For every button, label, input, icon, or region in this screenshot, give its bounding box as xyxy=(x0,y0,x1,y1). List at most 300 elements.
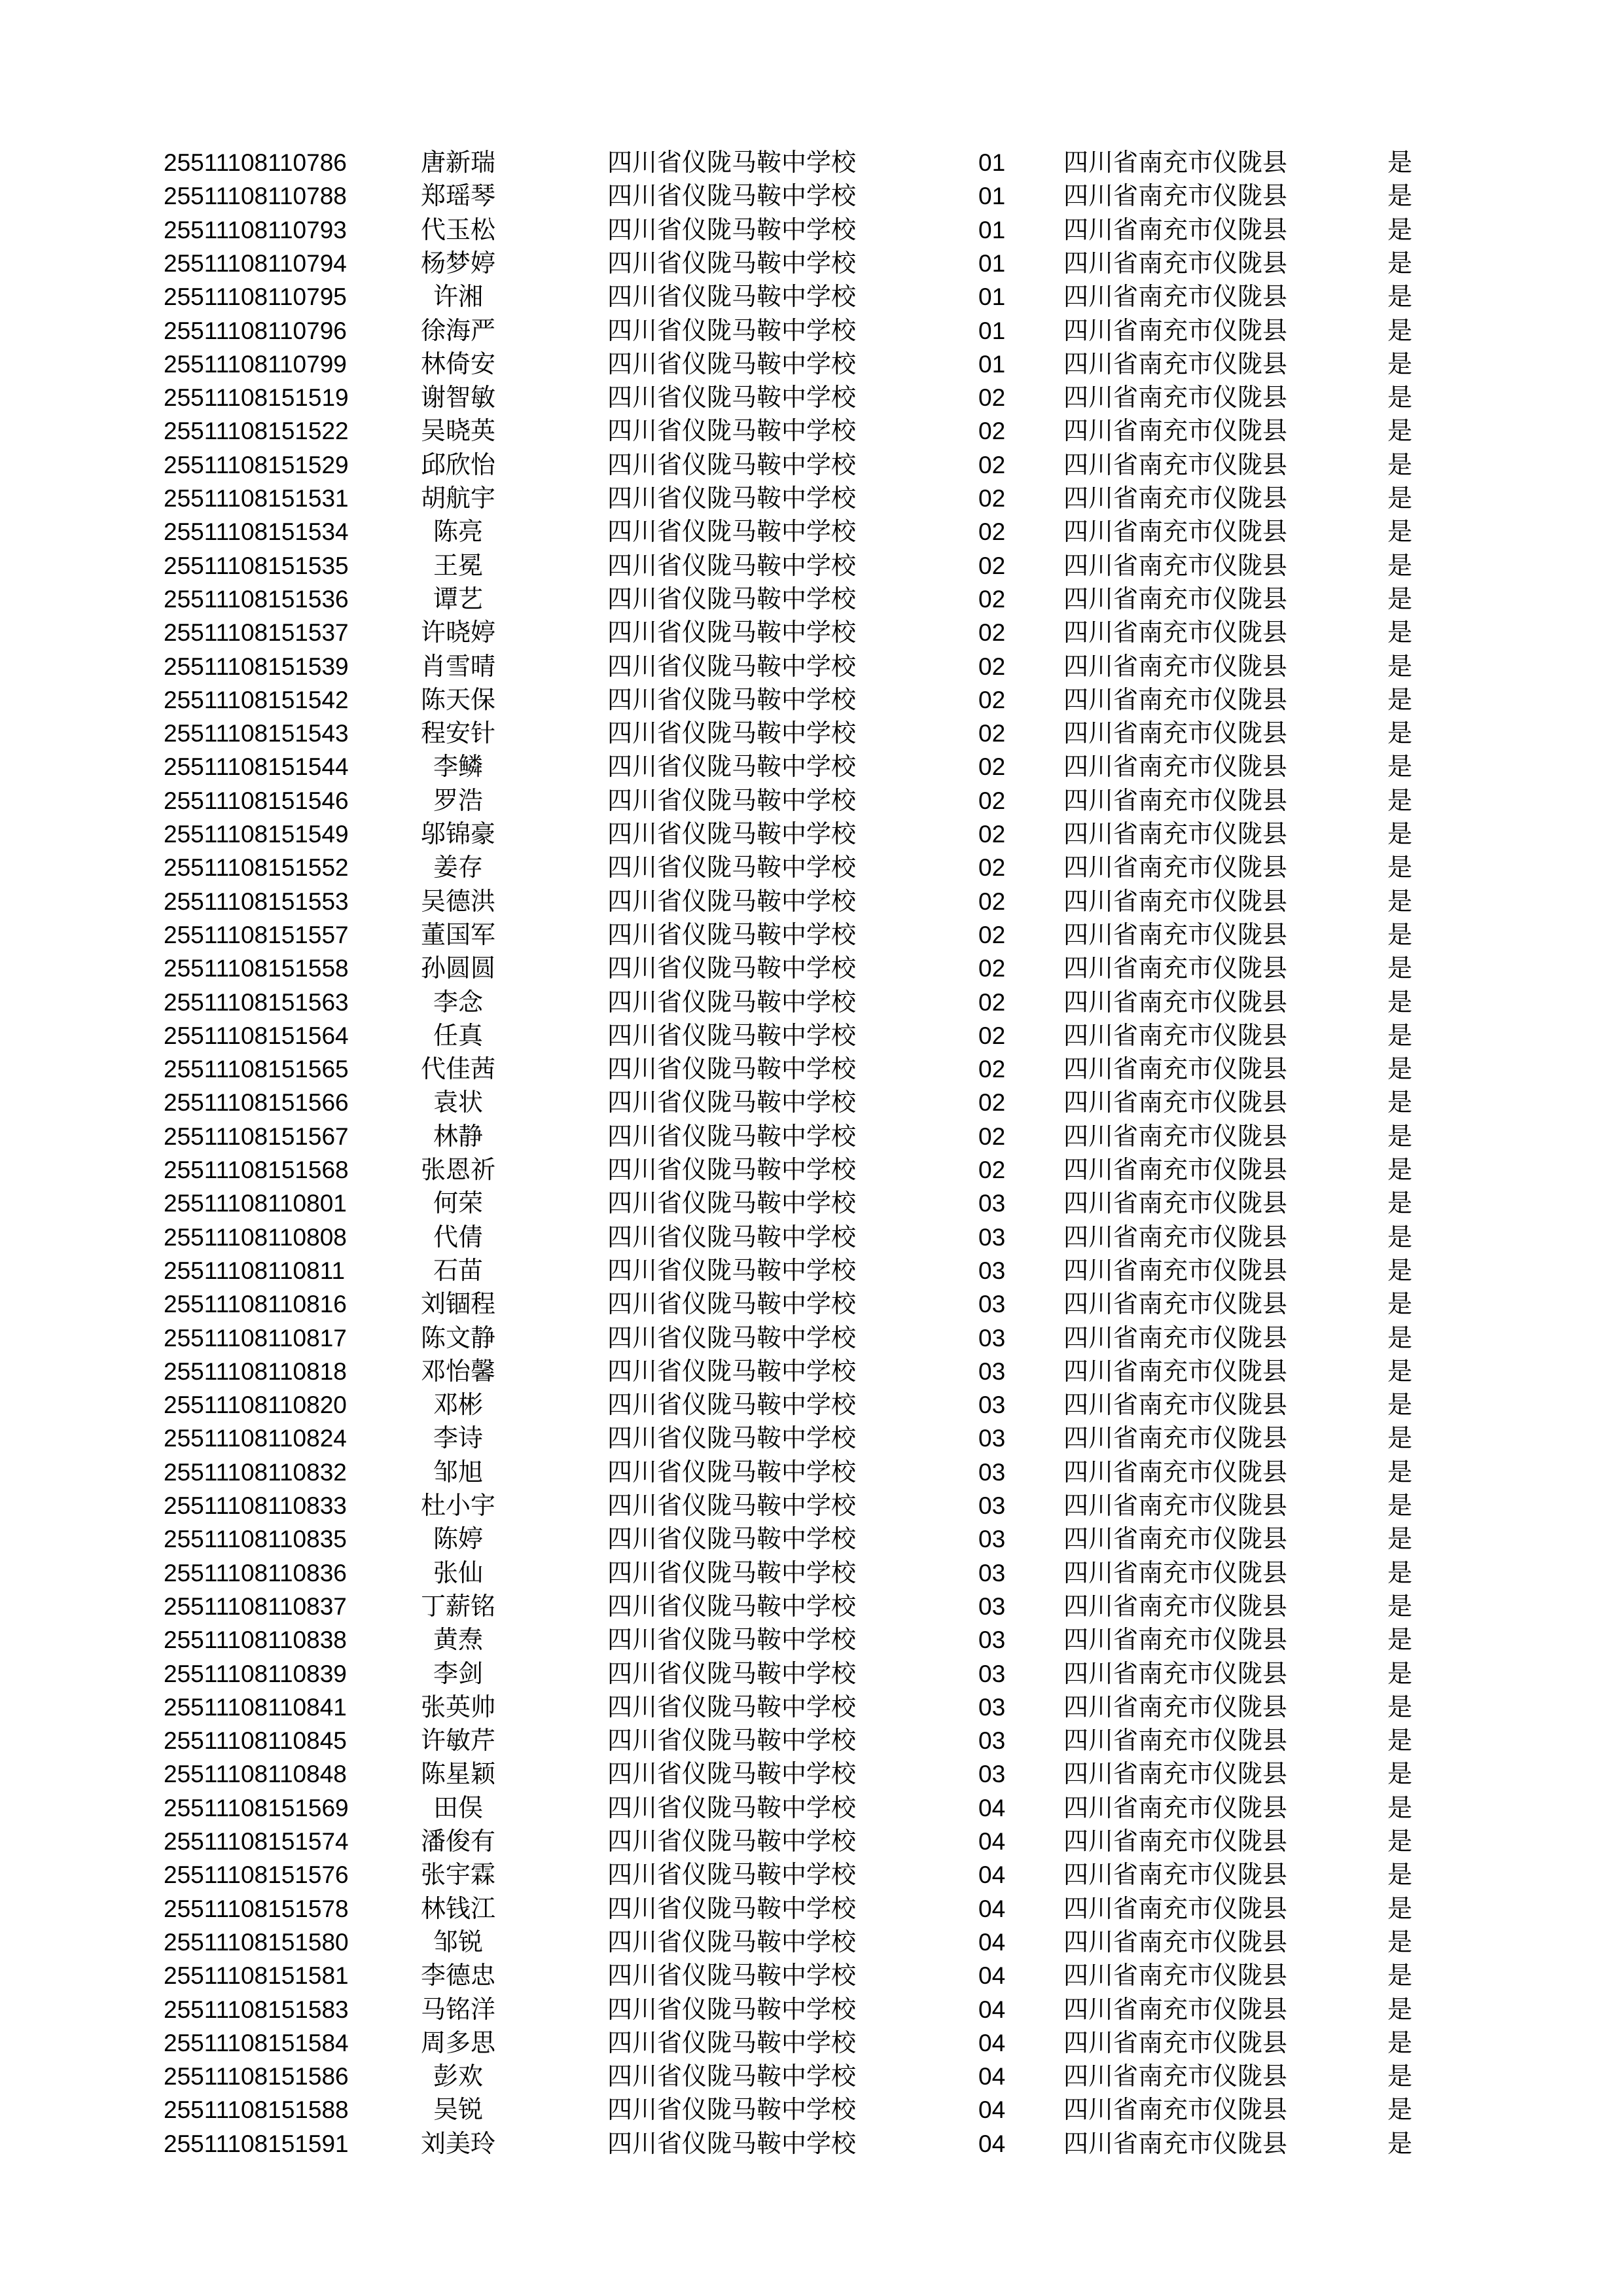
table-row xyxy=(0,1858,1623,1892)
location-cell: 四川省南充市仪陇县 xyxy=(1063,1054,1288,1084)
class-number-cell: 03 xyxy=(978,1761,1006,1788)
student-id-cell: 25511108151537 xyxy=(164,619,349,647)
table-row xyxy=(0,1355,1623,1388)
student-id-cell: 25511108110816 xyxy=(164,1291,347,1318)
status-flag-cell: 是 xyxy=(1387,1793,1413,1822)
status-flag-cell: 是 xyxy=(1387,954,1413,983)
table-row xyxy=(0,1757,1623,1791)
student-id-cell: 25511108110795 xyxy=(164,283,347,311)
school-name-cell: 四川省仪陇马鞍中学校 xyxy=(607,1088,857,1117)
student-id-cell: 25511108151529 xyxy=(164,451,349,478)
class-number-cell: 02 xyxy=(978,921,1006,948)
status-flag-cell: 是 xyxy=(1387,1189,1413,1218)
student-id-cell: 25511108151539 xyxy=(164,653,349,680)
student-name-cell: 许晓婷 xyxy=(420,618,495,647)
location-cell: 四川省南充市仪陇县 xyxy=(1063,315,1288,345)
school-name-cell: 四川省仪陇马鞍中学校 xyxy=(607,920,857,949)
school-name-cell: 四川省仪陇马鞍中学校 xyxy=(607,1692,857,1721)
table-row xyxy=(0,2026,1623,2060)
status-flag-cell: 是 xyxy=(1387,148,1413,177)
table-row xyxy=(0,1019,1623,1052)
location-cell: 四川省南充市仪陇县 xyxy=(1063,1524,1288,1554)
student-id-cell: 25511108110835 xyxy=(164,1526,347,1553)
school-name-cell: 四川省仪陇马鞍中学校 xyxy=(607,484,857,512)
status-flag-cell: 是 xyxy=(1387,383,1413,412)
school-name-cell: 四川省仪陇马鞍中学校 xyxy=(607,181,857,211)
school-name-cell: 四川省仪陇马鞍中学校 xyxy=(607,248,857,278)
class-number-cell: 03 xyxy=(978,1660,1006,1687)
location-cell: 四川省南充市仪陇县 xyxy=(1063,2128,1288,2158)
class-number-cell: 02 xyxy=(978,854,1006,882)
student-name-cell: 何荣 xyxy=(433,1189,483,1218)
table-row xyxy=(0,583,1623,616)
student-name-cell: 徐海严 xyxy=(420,315,495,345)
student-id-cell: 25511108110837 xyxy=(164,1592,347,1620)
student-name-cell: 陈天保 xyxy=(420,685,495,714)
class-number-cell: 02 xyxy=(978,619,1006,647)
student-id-cell: 25511108110817 xyxy=(164,1324,347,1352)
student-id-cell: 25511108151569 xyxy=(164,1794,349,1821)
school-name-cell: 四川省仪陇马鞍中学校 xyxy=(607,1759,857,1789)
class-number-cell: 03 xyxy=(978,1257,1006,1284)
status-flag-cell: 是 xyxy=(1387,282,1413,312)
status-flag-cell: 是 xyxy=(1387,450,1413,479)
class-number-cell: 02 xyxy=(978,485,1006,512)
student-name-cell: 田俣 xyxy=(433,1793,483,1822)
student-id-cell: 25511108151586 xyxy=(164,2063,349,2090)
location-cell: 四川省南充市仪陇县 xyxy=(1063,1893,1288,1923)
student-name-cell: 唐新瑞 xyxy=(420,148,495,177)
table-row xyxy=(0,2060,1623,2093)
student-name-cell: 李诗 xyxy=(433,1424,483,1453)
location-cell: 四川省南充市仪陇县 xyxy=(1063,1155,1288,1184)
school-name-cell: 四川省仪陇马鞍中学校 xyxy=(607,1524,857,1554)
student-name-cell: 邱欣怡 xyxy=(420,450,495,479)
class-number-cell: 03 xyxy=(978,1458,1006,1486)
student-id-cell: 25511108110799 xyxy=(164,350,347,378)
school-name-cell: 四川省仪陇马鞍中学校 xyxy=(607,2062,857,2091)
status-flag-cell: 是 xyxy=(1387,1323,1413,1352)
school-name-cell: 四川省仪陇马鞍中学校 xyxy=(607,752,857,781)
school-name-cell: 四川省仪陇马鞍中学校 xyxy=(607,1793,857,1822)
location-cell: 四川省南充市仪陇县 xyxy=(1063,1558,1288,1587)
student-name-cell: 陈文静 xyxy=(420,1323,495,1352)
table-row xyxy=(0,1590,1623,1623)
student-id-cell: 25511108110794 xyxy=(164,249,347,277)
student-id-cell: 25511108151542 xyxy=(164,686,349,713)
student-id-cell: 25511108151549 xyxy=(164,821,349,848)
school-name-cell: 四川省仪陇马鞍中学校 xyxy=(607,1457,857,1486)
table-row xyxy=(0,986,1623,1019)
table-row xyxy=(0,1321,1623,1355)
location-cell: 四川省南充市仪陇县 xyxy=(1063,1491,1288,1520)
table-row xyxy=(0,1522,1623,1556)
table-row xyxy=(0,1187,1623,1220)
status-flag-cell: 是 xyxy=(1387,349,1413,378)
class-number-cell: 02 xyxy=(978,988,1006,1016)
student-id-cell: 25511108110845 xyxy=(164,1727,347,1755)
class-number-cell: 04 xyxy=(978,1996,1006,2023)
table-row xyxy=(0,1254,1623,1287)
status-flag-cell: 是 xyxy=(1387,215,1413,244)
student-id-cell: 25511108151553 xyxy=(164,888,349,915)
school-name-cell: 四川省仪陇马鞍中学校 xyxy=(607,517,857,547)
student-id-cell: 25511108110801 xyxy=(164,1190,347,1217)
status-flag-cell: 是 xyxy=(1387,1524,1413,1554)
location-cell: 四川省南充市仪陇县 xyxy=(1063,484,1288,512)
student-name-cell: 邓怡馨 xyxy=(420,1356,495,1386)
class-number-cell: 01 xyxy=(978,350,1006,378)
school-name-cell: 四川省仪陇马鞍中学校 xyxy=(607,1591,857,1621)
student-name-cell: 李念 xyxy=(433,987,483,1016)
school-name-cell: 四川省仪陇马鞍中学校 xyxy=(607,1726,857,1755)
class-number-cell: 03 xyxy=(978,1223,1006,1251)
location-cell: 四川省南充市仪陇县 xyxy=(1063,920,1288,949)
table-row xyxy=(0,1791,1623,1825)
student-name-cell: 刘美玲 xyxy=(420,2128,495,2158)
table-row xyxy=(0,1489,1623,1522)
status-flag-cell: 是 xyxy=(1387,1390,1413,1420)
location-cell: 四川省南充市仪陇县 xyxy=(1063,1659,1288,1688)
table-row xyxy=(0,515,1623,548)
table-row xyxy=(0,952,1623,985)
status-flag-cell: 是 xyxy=(1387,1121,1413,1151)
location-cell: 四川省南充市仪陇县 xyxy=(1063,954,1288,983)
student-name-cell: 潘俊有 xyxy=(420,1827,495,1856)
location-cell: 四川省南充市仪陇县 xyxy=(1063,584,1288,613)
status-flag-cell: 是 xyxy=(1387,1961,1413,1990)
table-row xyxy=(0,1724,1623,1757)
student-id-cell: 25511108110833 xyxy=(164,1492,347,1519)
table-row xyxy=(0,750,1623,783)
table-row xyxy=(0,650,1623,683)
school-name-cell: 四川省仪陇马鞍中学校 xyxy=(607,2028,857,2057)
student-name-cell: 李鳞 xyxy=(433,752,483,781)
status-flag-cell: 是 xyxy=(1387,785,1413,815)
school-name-cell: 四川省仪陇马鞍中学校 xyxy=(607,2095,857,2125)
school-name-cell: 四川省仪陇马鞍中学校 xyxy=(607,954,857,983)
table-row xyxy=(0,717,1623,750)
student-id-cell: 25511108110811 xyxy=(164,1257,346,1284)
location-cell: 四川省南充市仪陇县 xyxy=(1063,1625,1288,1655)
student-id-cell: 25511108110786 xyxy=(164,149,347,176)
student-name-cell: 杜小宇 xyxy=(420,1491,495,1520)
student-id-cell: 25511108110848 xyxy=(164,1761,347,1788)
student-name-cell: 林倚安 xyxy=(420,349,495,378)
location-cell: 四川省南充市仪陇县 xyxy=(1063,853,1288,882)
location-cell: 四川省南充市仪陇县 xyxy=(1063,1088,1288,1117)
school-name-cell: 四川省仪陇马鞍中学校 xyxy=(607,1121,857,1151)
location-cell: 四川省南充市仪陇县 xyxy=(1063,1692,1288,1721)
student-name-cell: 石苗 xyxy=(433,1255,483,1285)
school-name-cell: 四川省仪陇马鞍中学校 xyxy=(607,853,857,882)
student-name-cell: 张恩祈 xyxy=(420,1155,495,1184)
student-name-cell: 丁薪铭 xyxy=(420,1591,495,1621)
table-row xyxy=(0,1086,1623,1119)
status-flag-cell: 是 xyxy=(1387,1659,1413,1688)
student-id-cell: 25511108151581 xyxy=(164,1962,349,1990)
class-number-cell: 02 xyxy=(978,1056,1006,1083)
school-name-cell: 四川省仪陇马鞍中学校 xyxy=(607,819,857,848)
student-name-cell: 代玉松 xyxy=(420,215,495,244)
school-name-cell: 四川省仪陇马鞍中学校 xyxy=(607,987,857,1016)
location-cell: 四川省南充市仪陇县 xyxy=(1063,651,1288,681)
location-cell: 四川省南充市仪陇县 xyxy=(1063,349,1288,378)
student-name-cell: 林静 xyxy=(433,1121,483,1151)
status-flag-cell: 是 xyxy=(1387,886,1413,916)
class-number-cell: 02 xyxy=(978,1157,1006,1183)
student-name-cell: 代佳茜 xyxy=(420,1054,495,1084)
table-row xyxy=(0,1825,1623,1858)
class-number-cell: 03 xyxy=(978,1357,1006,1385)
school-name-cell: 四川省仪陇马鞍中学校 xyxy=(607,315,857,345)
school-name-cell: 四川省仪陇马鞍中学校 xyxy=(607,416,857,446)
location-cell: 四川省南充市仪陇县 xyxy=(1063,416,1288,446)
status-flag-cell: 是 xyxy=(1387,618,1413,647)
location-cell: 四川省南充市仪陇县 xyxy=(1063,819,1288,848)
location-cell: 四川省南充市仪陇县 xyxy=(1063,1424,1288,1453)
student-name-cell: 胡航宇 xyxy=(420,484,495,512)
status-flag-cell: 是 xyxy=(1387,1491,1413,1520)
school-name-cell: 四川省仪陇马鞍中学校 xyxy=(607,450,857,479)
student-id-cell: 25511108110838 xyxy=(164,1626,347,1654)
school-name-cell: 四川省仪陇马鞍中学校 xyxy=(607,550,857,580)
student-name-cell: 林钱江 xyxy=(420,1893,495,1923)
class-number-cell: 02 xyxy=(978,1022,1006,1049)
school-name-cell: 四川省仪陇马鞍中学校 xyxy=(607,1927,857,1956)
student-id-cell: 25511108151568 xyxy=(164,1157,349,1183)
class-number-cell: 02 xyxy=(978,821,1006,848)
location-cell: 四川省南充市仪陇县 xyxy=(1063,1961,1288,1990)
class-number-cell: 04 xyxy=(978,1861,1006,1889)
student-name-cell: 马铭洋 xyxy=(420,1994,495,2024)
student-name-cell: 肖雪晴 xyxy=(420,651,495,681)
class-number-cell: 03 xyxy=(978,1391,1006,1419)
table-row xyxy=(0,1959,1623,1992)
student-id-cell: 25511108151534 xyxy=(164,518,349,546)
table-row xyxy=(0,247,1623,280)
status-flag-cell: 是 xyxy=(1387,1591,1413,1621)
table-row xyxy=(0,851,1623,884)
school-name-cell: 四川省仪陇马鞍中学校 xyxy=(607,1424,857,1453)
status-flag-cell: 是 xyxy=(1387,1759,1413,1789)
student-id-cell: 25511108110793 xyxy=(164,216,347,243)
school-name-cell: 四川省仪陇马鞍中学校 xyxy=(607,1390,857,1420)
student-name-cell: 杨梦婷 xyxy=(420,248,495,278)
location-cell: 四川省南充市仪陇县 xyxy=(1063,1827,1288,1856)
student-id-cell: 25511108110796 xyxy=(164,317,347,344)
school-name-cell: 四川省仪陇马鞍中学校 xyxy=(607,1994,857,2024)
class-number-cell: 01 xyxy=(978,216,1006,243)
location-cell: 四川省南充市仪陇县 xyxy=(1063,1994,1288,2024)
student-name-cell: 张英帅 xyxy=(420,1692,495,1721)
student-name-cell: 吴德洪 xyxy=(420,886,495,916)
location-cell: 四川省南充市仪陇县 xyxy=(1063,2095,1288,2125)
table-row xyxy=(0,1153,1623,1187)
student-id-cell: 25511108151536 xyxy=(164,585,349,613)
class-number-cell: 04 xyxy=(978,2063,1006,2090)
table-row xyxy=(0,1456,1623,1489)
location-cell: 四川省南充市仪陇县 xyxy=(1063,1793,1288,1822)
class-number-cell: 04 xyxy=(978,1895,1006,1922)
status-flag-cell: 是 xyxy=(1387,484,1413,512)
student-name-cell: 李德忠 xyxy=(420,1961,495,1990)
table-row xyxy=(0,817,1623,851)
table-row xyxy=(0,1892,1623,1926)
table-row xyxy=(0,683,1623,717)
student-id-cell: 25511108110841 xyxy=(164,1693,347,1721)
student-id-cell: 25511108151522 xyxy=(164,418,349,445)
location-cell: 四川省南充市仪陇县 xyxy=(1063,148,1288,177)
location-cell: 四川省南充市仪陇县 xyxy=(1063,1759,1288,1789)
status-flag-cell: 是 xyxy=(1387,1289,1413,1319)
school-name-cell: 四川省仪陇马鞍中学校 xyxy=(607,1625,857,1655)
class-number-cell: 02 xyxy=(978,686,1006,713)
student-id-cell: 25511108151591 xyxy=(164,2130,349,2157)
school-name-cell: 四川省仪陇马鞍中学校 xyxy=(607,2128,857,2158)
student-name-cell: 陈婷 xyxy=(433,1524,483,1554)
status-flag-cell: 是 xyxy=(1387,685,1413,714)
student-id-cell: 25511108151576 xyxy=(164,1861,349,1889)
class-number-cell: 02 xyxy=(978,552,1006,579)
location-cell: 四川省南充市仪陇县 xyxy=(1063,248,1288,278)
location-cell: 四川省南充市仪陇县 xyxy=(1063,1726,1288,1755)
student-name-cell: 吴锐 xyxy=(433,2095,483,2125)
table-row xyxy=(0,1691,1623,1724)
status-flag-cell: 是 xyxy=(1387,1625,1413,1655)
location-cell: 四川省南充市仪陇县 xyxy=(1063,2062,1288,2091)
table-row xyxy=(0,616,1623,649)
table-row xyxy=(0,1657,1623,1691)
table-row xyxy=(0,1388,1623,1422)
status-flag-cell: 是 xyxy=(1387,1692,1413,1721)
table-row xyxy=(0,348,1623,381)
status-flag-cell: 是 xyxy=(1387,1020,1413,1050)
table-row xyxy=(0,314,1623,348)
status-flag-cell: 是 xyxy=(1387,1827,1413,1856)
class-number-cell: 04 xyxy=(978,1794,1006,1821)
status-flag-cell: 是 xyxy=(1387,416,1413,446)
location-cell: 四川省南充市仪陇县 xyxy=(1063,1390,1288,1420)
student-id-cell: 25511108110818 xyxy=(164,1357,347,1385)
status-flag-cell: 是 xyxy=(1387,1088,1413,1117)
school-name-cell: 四川省仪陇马鞍中学校 xyxy=(607,1289,857,1319)
class-number-cell: 02 xyxy=(978,1122,1006,1150)
status-flag-cell: 是 xyxy=(1387,1222,1413,1251)
table-row xyxy=(0,549,1623,583)
location-cell: 四川省南充市仪陇县 xyxy=(1063,719,1288,748)
class-number-cell: 01 xyxy=(978,317,1006,344)
class-number-cell: 04 xyxy=(978,2029,1006,2056)
student-id-cell: 25511108151544 xyxy=(164,753,349,781)
class-number-cell: 03 xyxy=(978,1559,1006,1587)
table-row xyxy=(0,2127,1623,2161)
class-number-cell: 02 xyxy=(978,451,1006,478)
status-flag-cell: 是 xyxy=(1387,987,1413,1016)
location-cell: 四川省南充市仪陇县 xyxy=(1063,1591,1288,1621)
student-id-cell: 25511108110832 xyxy=(164,1458,347,1486)
school-name-cell: 四川省仪陇马鞍中学校 xyxy=(607,1893,857,1923)
status-flag-cell: 是 xyxy=(1387,719,1413,748)
status-flag-cell: 是 xyxy=(1387,1457,1413,1486)
class-number-cell: 03 xyxy=(978,1526,1006,1553)
school-name-cell: 四川省仪陇马鞍中学校 xyxy=(607,886,857,916)
status-flag-cell: 是 xyxy=(1387,819,1413,848)
student-id-cell: 25511108110820 xyxy=(164,1391,347,1419)
class-number-cell: 02 xyxy=(978,653,1006,680)
class-number-cell: 04 xyxy=(978,1828,1006,1855)
student-id-cell: 25511108110824 xyxy=(164,1425,347,1452)
location-cell: 四川省南充市仪陇县 xyxy=(1063,1020,1288,1050)
location-cell: 四川省南充市仪陇县 xyxy=(1063,1356,1288,1386)
student-name-cell: 邓彬 xyxy=(433,1390,483,1420)
school-name-cell: 四川省仪陇马鞍中学校 xyxy=(607,785,857,815)
table-row xyxy=(0,381,1623,414)
table-row xyxy=(0,1926,1623,1959)
location-cell: 四川省南充市仪陇县 xyxy=(1063,1255,1288,1285)
class-number-cell: 03 xyxy=(978,1626,1006,1654)
location-cell: 四川省南充市仪陇县 xyxy=(1063,685,1288,714)
student-id-cell: 25511108151588 xyxy=(164,2096,349,2124)
class-number-cell: 03 xyxy=(978,1693,1006,1721)
status-flag-cell: 是 xyxy=(1387,1356,1413,1386)
student-name-cell: 彭欢 xyxy=(433,2062,483,2091)
school-name-cell: 四川省仪陇马鞍中学校 xyxy=(607,349,857,378)
location-cell: 四川省南充市仪陇县 xyxy=(1063,215,1288,244)
location-cell: 四川省南充市仪陇县 xyxy=(1063,1860,1288,1890)
class-number-cell: 02 xyxy=(978,753,1006,781)
location-cell: 四川省南充市仪陇县 xyxy=(1063,1927,1288,1956)
table-row xyxy=(0,1287,1623,1321)
student-id-cell: 25511108151578 xyxy=(164,1895,349,1922)
location-cell: 四川省南充市仪陇县 xyxy=(1063,752,1288,781)
status-flag-cell: 是 xyxy=(1387,2028,1413,2057)
student-name-cell: 罗浩 xyxy=(433,785,483,815)
table-row xyxy=(0,414,1623,448)
class-number-cell: 02 xyxy=(978,1089,1006,1117)
location-cell: 四川省南充市仪陇县 xyxy=(1063,618,1288,647)
table-row xyxy=(0,482,1623,515)
class-number-cell: 04 xyxy=(978,1962,1006,1990)
student-id-cell: 25511108110839 xyxy=(164,1660,347,1687)
status-flag-cell: 是 xyxy=(1387,1424,1413,1453)
class-number-cell: 04 xyxy=(978,2096,1006,2124)
student-name-cell: 邹旭 xyxy=(433,1457,483,1486)
school-name-cell: 四川省仪陇马鞍中学校 xyxy=(607,1222,857,1251)
school-name-cell: 四川省仪陇马鞍中学校 xyxy=(607,685,857,714)
class-number-cell: 04 xyxy=(978,2130,1006,2157)
student-id-cell: 25511108151563 xyxy=(164,988,349,1016)
table-row xyxy=(0,1422,1623,1455)
class-number-cell: 03 xyxy=(978,1727,1006,1755)
status-flag-cell: 是 xyxy=(1387,1927,1413,1956)
student-name-cell: 任真 xyxy=(433,1020,483,1050)
status-flag-cell: 是 xyxy=(1387,1255,1413,1285)
school-name-cell: 四川省仪陇马鞍中学校 xyxy=(607,1155,857,1184)
table-row xyxy=(0,1052,1623,1086)
class-number-cell: 01 xyxy=(978,249,1006,277)
class-number-cell: 01 xyxy=(978,149,1006,176)
student-id-cell: 25511108151552 xyxy=(164,854,349,882)
location-cell: 四川省南充市仪陇县 xyxy=(1063,785,1288,815)
table-row xyxy=(0,918,1623,952)
status-flag-cell: 是 xyxy=(1387,181,1413,211)
student-id-cell: 25511108151558 xyxy=(164,955,349,982)
status-flag-cell: 是 xyxy=(1387,248,1413,278)
class-number-cell: 03 xyxy=(978,1592,1006,1620)
student-name-cell: 张仙 xyxy=(433,1558,483,1587)
student-id-cell: 25511108151557 xyxy=(164,921,349,948)
